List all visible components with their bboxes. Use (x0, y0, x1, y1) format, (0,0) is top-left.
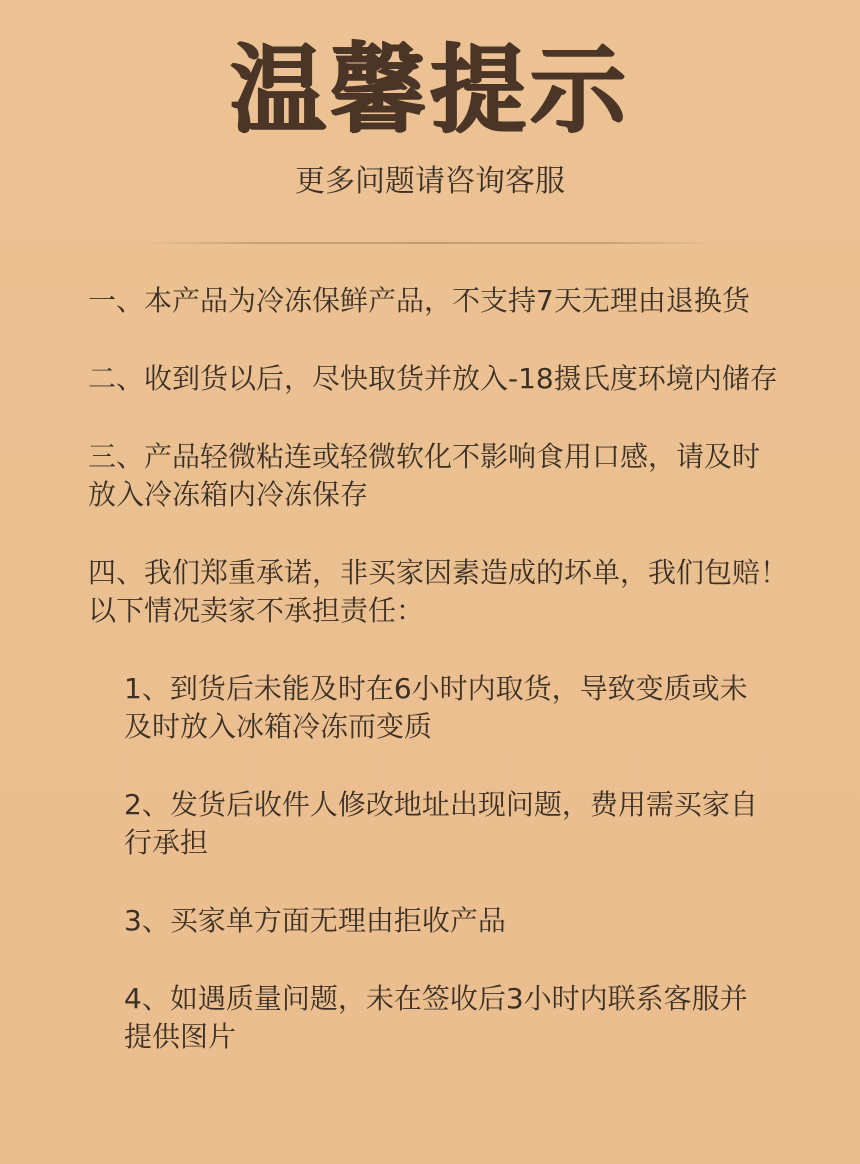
notice-list (88, 282, 788, 1096)
exemption-item-3 (124, 902, 774, 940)
notice-text-continued: 放入冷冻箱内冷冻保存 (88, 478, 369, 511)
exemption-item-1 (124, 670, 774, 746)
exemption-text: 4、如遇质量问题，未在签收后3小时内联系客服并 (124, 982, 748, 1015)
exemption-item-2 (124, 786, 774, 862)
notice-text: 三、产品轻微粘连或轻微软化不影响食用口感，请及时 (88, 440, 761, 473)
page-subtitle: 更多问题请咨询客服 (295, 164, 565, 199)
exemption-text: 3、买家单方面无理由拒收产品 (124, 904, 506, 937)
notice-item-3 (88, 438, 788, 514)
notice-item-2 (88, 360, 788, 398)
exemption-text-continued: 行承担 (124, 826, 209, 859)
exemption-text-continued: 及时放入冰箱冷冻而变质 (124, 710, 433, 743)
notice-text: 二、收到货以后，尽快取货并放入-18摄氏度环境内储存 (88, 362, 778, 395)
page-title: 温馨提示 (230, 33, 630, 146)
exemption-text-continued: 提供图片 (124, 1020, 237, 1053)
notice-text-continued: 以下情况卖家不承担责任： (88, 594, 425, 627)
exemption-item-4 (124, 980, 774, 1056)
exemption-text: 2、发货后收件人修改地址出现问题，费用需买家自 (124, 788, 758, 821)
notice-item-4 (88, 554, 788, 630)
notice-text: 一、本产品为冷冻保鲜产品，不支持7天无理由退换货 (88, 284, 750, 317)
exemption-list (124, 670, 774, 1056)
exemption-text: 1、到货后未能及时在6小时内取货，导致变质或未 (124, 672, 748, 705)
notice-text: 四、我们郑重承诺，非买家因素造成的坏单，我们包赔！ (88, 556, 789, 589)
notice-item-1 (88, 282, 788, 320)
divider (140, 242, 720, 244)
